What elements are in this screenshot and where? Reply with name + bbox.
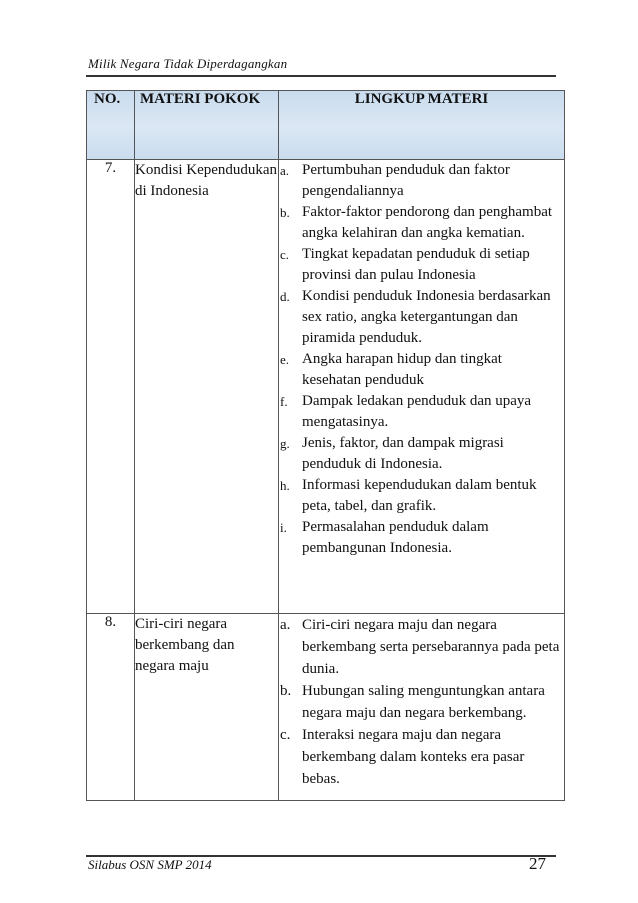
- item-text: Dampak ledakan penduduk dan upaya mengatasinya.: [302, 393, 532, 430]
- page-number: 27: [529, 854, 546, 873]
- list-item: [279, 244, 564, 286]
- list-item: [279, 517, 564, 559]
- item-letter: c.: [280, 247, 290, 262]
- item-letter: b.: [280, 205, 290, 220]
- list-item: [279, 349, 564, 391]
- list-item: [279, 724, 564, 790]
- item-text: Permasalahan penduduk dalam pembangunan Indonesia.: [302, 519, 489, 556]
- materi-pokok-cell: Ciri-ciri negara berkembang dan negara maju: [135, 614, 279, 801]
- item-text: Pertumbuhan penduduk dan faktor pengendaliannya: [302, 162, 510, 199]
- running-header: Milik Negara Tidak Diperdagangkan: [88, 56, 288, 71]
- item-text: Jenis, faktor, dan dampak migrasi penduduk di Indonesia.: [302, 435, 504, 472]
- item-text: Kondisi penduduk Indonesia berdasarkan sex ratio, angka ketergantungan dan piramida penduduk.: [302, 288, 551, 346]
- lingkup-materi-cell: [279, 160, 565, 614]
- list-item: [279, 475, 564, 517]
- table-row: [87, 614, 565, 801]
- syllabus-table: [86, 90, 565, 801]
- lingkup-materi-list: [279, 614, 564, 790]
- table-row: [87, 160, 565, 614]
- item-letter: h.: [280, 478, 290, 493]
- item-text: Tingkat kepadatan penduduk di setiap provinsi dan pulau Indonesia: [302, 246, 530, 283]
- header-divider: [86, 75, 556, 77]
- item-text: Hubungan saling menguntungkan antara negara maju dan negara berkembang.: [302, 683, 545, 721]
- row-number: 8.: [87, 614, 135, 801]
- list-item: [279, 160, 564, 202]
- list-item: [279, 391, 564, 433]
- lingkup-materi-list: [279, 160, 564, 559]
- item-text: Angka harapan hidup dan tingkat kesehatan penduduk: [302, 351, 502, 388]
- list-item: [279, 202, 564, 244]
- table-header-row: [87, 91, 565, 160]
- materi-pokok-cell: Kondisi Kependudukan di Indonesia: [135, 160, 279, 614]
- item-text: Ciri-ciri negara maju dan negara berkembang serta persebarannya pada peta dunia.: [302, 617, 560, 677]
- item-text: Faktor-faktor pendorong dan penghambat angka kelahiran dan angka kematian.: [302, 204, 553, 241]
- item-text: Interaksi negara maju dan negara berkembang dalam konteks era pasar bebas.: [302, 727, 525, 787]
- column-header-lingkup-materi: LINGKUP MATERI: [279, 91, 565, 160]
- list-item: [279, 614, 564, 680]
- column-header-no: NO.: [87, 91, 135, 160]
- item-text: Informasi kependudukan dalam bentuk peta, tabel, dan grafik.: [302, 477, 537, 514]
- list-item: [279, 680, 564, 724]
- lingkup-materi-cell: [279, 614, 565, 801]
- item-letter: a.: [280, 163, 290, 178]
- item-letter: b.: [280, 683, 292, 699]
- running-footer: Silabus OSN SMP 2014: [88, 857, 212, 872]
- item-letter: g.: [280, 436, 290, 451]
- column-header-materi-pokok: MATERI POKOK: [135, 91, 279, 160]
- row-number: 7.: [87, 160, 135, 614]
- item-letter: f.: [280, 394, 288, 409]
- item-letter: a.: [280, 617, 291, 633]
- list-item: [279, 433, 564, 475]
- item-letter: e.: [280, 352, 290, 367]
- list-item: [279, 286, 564, 349]
- item-letter: i.: [280, 520, 287, 535]
- item-letter: c.: [280, 727, 291, 743]
- item-letter: d.: [280, 289, 290, 304]
